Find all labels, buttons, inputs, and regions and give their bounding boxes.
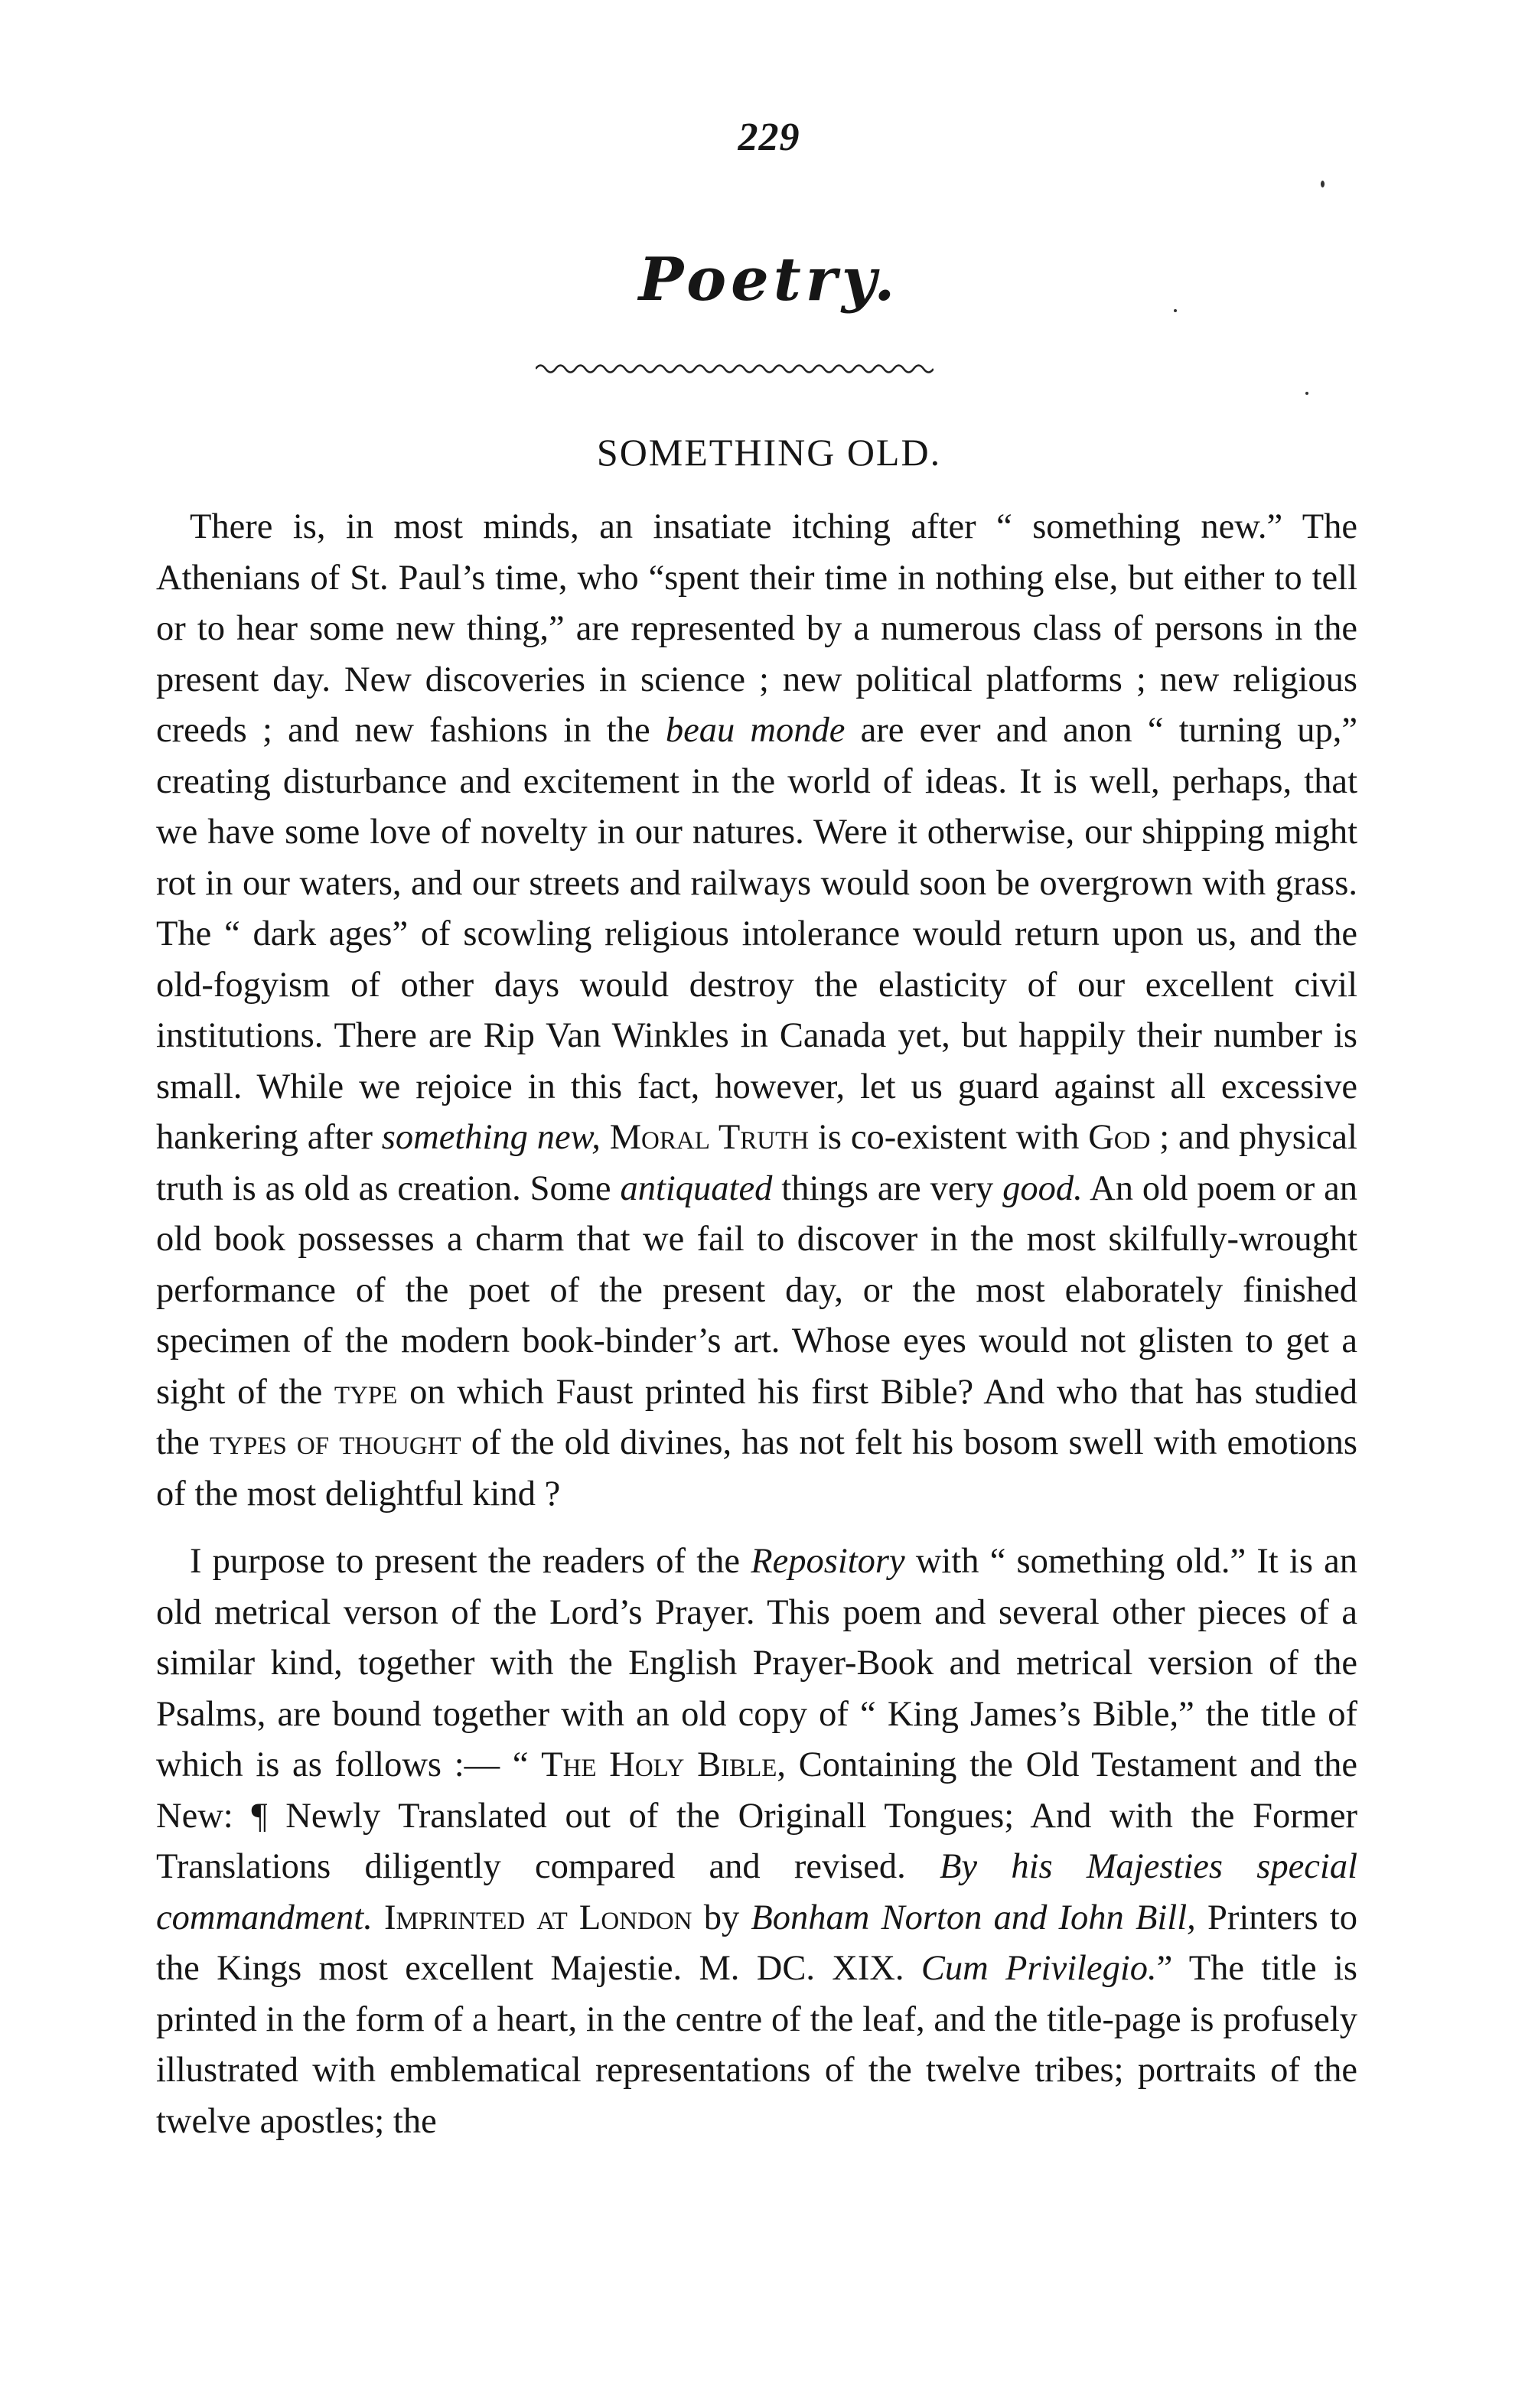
- small-caps-text: The Holy Bible,: [541, 1745, 787, 1784]
- text-run: There is, in most minds, an insatiate itching after “ something new.” The Athenians of St. Paul’s time, who “spent their time in nothing else, but either to tell or to hear some new thing,” are represented by a numerous class of persons in the present day. New discoveries in science ; new political platforms ; new religious creeds ; and new fashions in the: [156, 507, 1357, 750]
- article-title: SOMETHING OLD.: [596, 431, 942, 474]
- small-caps-text: types of thought: [209, 1423, 461, 1462]
- text-run: I purpose to present the readers of the: [190, 1542, 751, 1581]
- wavy-rule-ornament: [536, 360, 934, 378]
- italic-text: Bonham Norton and Iohn Bill,: [751, 1898, 1196, 1937]
- page-number: 229: [738, 116, 800, 159]
- text-run: on which Faust printed his first Bible? And who that has studied the: [156, 1372, 1357, 1462]
- text-run: are ever and anon “ turning up,” creating disturbance and excitement in the world of ideas. It is well, perhaps, that we have some love of novelty in our natures. Were it otherwise, our shipping might rot in our waters, and our streets and railways would soon be overgrown with grass. The “ dark ages” of scowling religious intolerance would return upon us, and the old-fogyism of other days would destroy the elasticity of our excellent civil institutions. There are Rip Van Winkles in Canada yet, but happily their number is small. While we rejoice in this fact, however, let us guard against all excessive hankering after: [156, 711, 1358, 1157]
- paragraph-2: [156, 1536, 1357, 2147]
- italic-text: beau monde: [665, 711, 846, 750]
- text-run: things are very: [772, 1168, 1003, 1208]
- italic-text: By his Majesties special commandment.: [156, 1847, 1357, 1937]
- small-caps-text: Imprinted at London: [384, 1898, 692, 1937]
- text-run: [601, 1118, 610, 1157]
- text-run: of the old divines, has not felt his bosom swell with emotions of the most delightful kind ?: [156, 1423, 1358, 1514]
- text-run: An old poem or an old book possesses a charm that we fail to discover in the most skilfully-wrought performance of the poet of the present day, or the most elaborately finished specimen of the modern book-binder’s art. Whose eyes would not glisten to get a sight of the: [156, 1168, 1357, 1412]
- italic-text: Repository: [751, 1542, 905, 1581]
- print-speck: [1305, 392, 1308, 395]
- text-run: ” The title is printed in the form of a heart, in the centre of the leaf, and the title-page is profusely illustrated with emblematical representations of the twelve tribes; portraits of the twelve apostles; the: [156, 1949, 1357, 2141]
- text-run: Containing the Old Testament and the New: ¶ Newly Translated out of the Originall Tongues; And with the Former Translations diligently compared and revised.: [156, 1745, 1357, 1886]
- text-run: by: [692, 1898, 751, 1937]
- text-run: ; and physical truth is as old as creation. Some: [156, 1118, 1357, 1208]
- small-caps-text: type: [334, 1372, 398, 1412]
- small-caps-text: God: [1088, 1118, 1151, 1157]
- text-run: is co-existent with: [809, 1118, 1089, 1157]
- italic-text: Cum Privilegio.: [921, 1949, 1157, 1988]
- italic-text: good.: [1002, 1168, 1083, 1208]
- text-run: Printers to the Kings most excellent Majestie. M. DC. XIX.: [156, 1898, 1357, 1988]
- text-run: [373, 1898, 384, 1937]
- paragraph-1: [156, 502, 1357, 1520]
- text-run: with “ something old.” It is an old metrical verson of the Lord’s Prayer. This poem and several other pieces of a similar kind, together with the English Prayer-Book and metrical version of the Psalms, are bound together with an old copy of “ King James’s Bible,” the title of which is as follows :— “: [156, 1542, 1357, 1784]
- italic-text: antiquated: [620, 1168, 773, 1208]
- italic-text: something new,: [381, 1118, 601, 1157]
- small-caps-text: Moral Truth: [609, 1118, 810, 1157]
- article-body: [156, 502, 1357, 2147]
- print-speck: [1321, 181, 1325, 187]
- section-heading: Poetry.: [638, 245, 900, 314]
